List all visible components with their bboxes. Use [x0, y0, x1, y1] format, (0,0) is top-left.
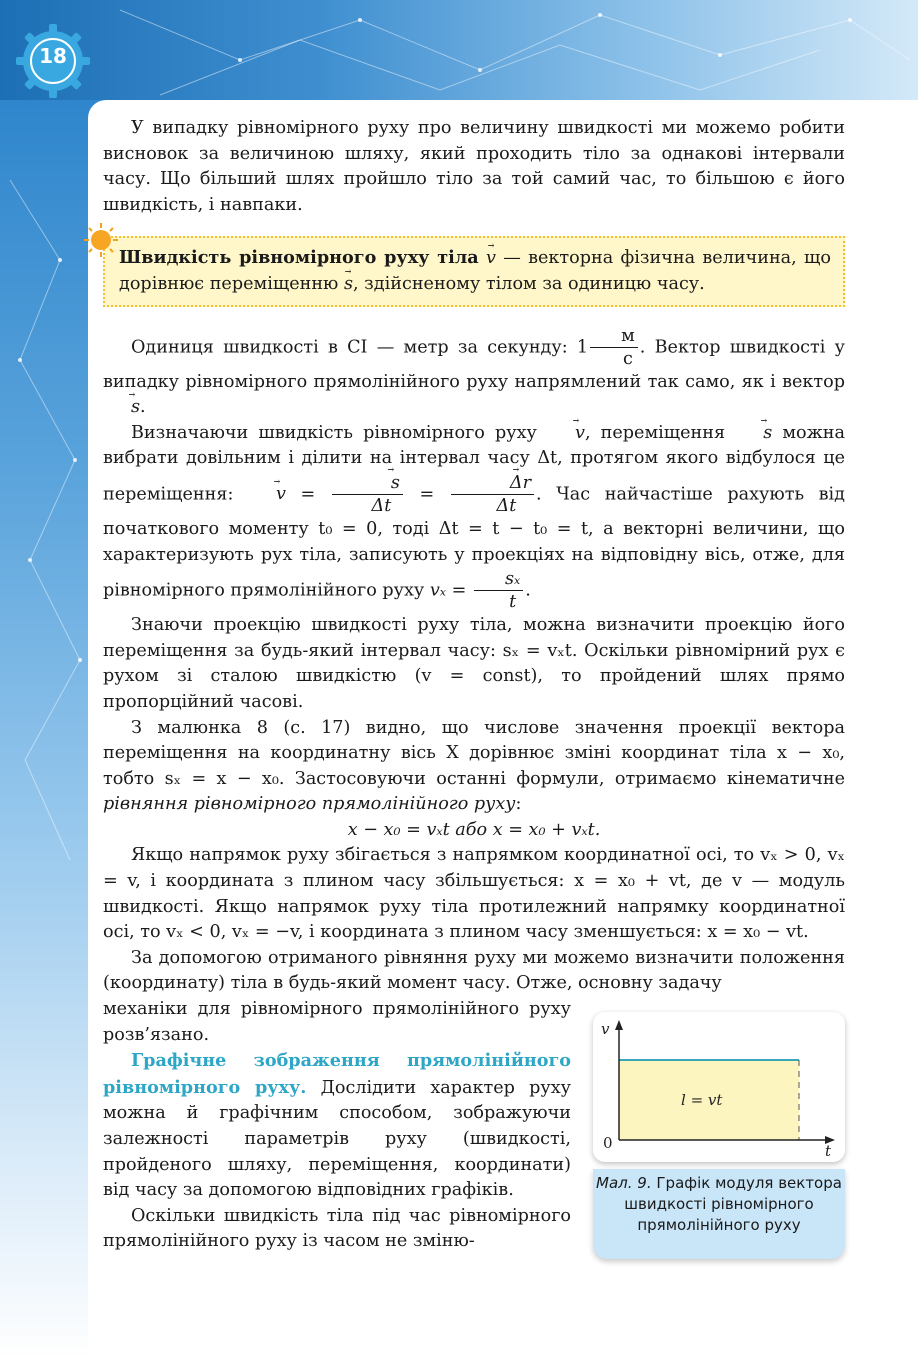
text-span: Дослідити характер руху можна й графічним способом, зображуючи залежності параметрів руху (швидкості, пройденого шляху, переміщення, координати) від часу за допомогою відповідних графіків. — [103, 1077, 571, 1201]
paragraph-direction: Якщо напрямок руху збігається з напрямком координатної осі, то vₓ > 0, vₓ = v, і координата з плином часу збільшується: x = x₀ + vt, де v — модуль швидкості. Якщо напрямок руху тіла протилежний напрямку координатної осі, то vₓ < 0, vₓ = −v, і координата з плином часу зменшується: x = x₀ − vt. — [103, 845, 845, 943]
fraction-denominator: Δt — [371, 495, 392, 516]
t-axis-label: t — [825, 1142, 832, 1160]
term-italic: рівняння рівномірного прямолінійного руху — [103, 794, 516, 815]
text-span: . Час найчастіше рахують від початкового моменту t₀ = 0, тоді Δt = t − t₀ = t, а векторні величини, що характеризують рух тіла, записують у проекціях на відповідну вісь, отже, для рівномірного прямолінійного руху — [103, 484, 845, 601]
text-span: . — [525, 580, 531, 601]
figure-caption-text: Графік модуля вектора швидкості рівномірного прямолінійного руху — [624, 1174, 842, 1234]
paragraph-problem-end: механіки для рівномірного прямолінійного руху розв’язано. — [103, 999, 571, 1045]
definition-term: Швидкість рівномірного руху тіла — [119, 247, 479, 269]
figure-caption — [593, 1169, 845, 1259]
vector-s: → s — [363, 472, 400, 494]
fraction-denominator: Δt — [496, 495, 517, 516]
text-span: = — [404, 484, 449, 505]
definition-text — [119, 245, 831, 297]
fraction-numerator — [332, 472, 403, 495]
paragraph-displacement: Знаючи проекцію швидкості руху тіла, можна визначити проекцію його переміщення за будь-який інтервал часу: sₓ = vₓt. Оскільки рівномірний рух є рухом зі сталою швидкістю (v = const), то пройдений шлях прямо пропорційний часові. — [103, 615, 845, 712]
paragraph-coordinates — [103, 716, 845, 818]
sun-icon — [83, 222, 119, 258]
vector-s: → s — [735, 421, 772, 447]
definition-text-part: , здійсненому тілом за одиницю часу. — [353, 273, 705, 294]
graph-svg — [593, 1012, 845, 1162]
figure-9 — [593, 1012, 845, 1260]
paragraph-intro: У випадку рівномірного руху про величину швидкості ми можемо робити висновок за величиною шляху, який проходить тіло за однакові інтервали часу. Що більший шлях пройшло тіло за той самий час, то більшою є його швидкість, і навпаки. — [103, 118, 845, 215]
paragraph-velocity-def — [103, 421, 845, 613]
fraction-numerator: sₓ — [474, 568, 523, 591]
text-span: . — [140, 397, 146, 418]
text-span: : — [515, 794, 522, 815]
fraction-r-dt — [451, 472, 534, 517]
v-axis-arrow — [615, 1020, 623, 1030]
left-column — [103, 997, 571, 1255]
vector-v: → v — [248, 482, 286, 508]
text-span: = — [285, 484, 330, 505]
v-axis-label: v — [601, 1020, 610, 1038]
text-span: , переміщення — [584, 422, 736, 443]
vector-v: → v — [547, 421, 585, 447]
text-span: . Вектор швидкості у випадку рівномірного прямолінійного руху напрямлений так само, як і вектор — [103, 337, 845, 392]
equation-main: x − x₀ = vₓt або x = x₀ + vₓt. — [347, 819, 601, 840]
fraction-numerator: м — [590, 325, 638, 348]
text-span: З малюнка 8 (с. 17) видно, що числове значення проекції вектора переміщення на координатну вісь X дорівнює зміні координат тіла x − x₀, тобто sₓ = x − x₀. Застосовуючи останні формули, отримаємо кінематичне — [103, 717, 845, 789]
fraction-s-dt — [332, 472, 403, 517]
velocity-graph — [593, 1012, 845, 1162]
formula-vx: vₓ = — [429, 580, 472, 601]
text-span: Визначаючи швидкість рівномірного руху — [131, 422, 547, 443]
unit-fraction — [590, 325, 638, 370]
definition-box — [103, 236, 845, 306]
page-number: 18 — [39, 44, 67, 68]
paragraph-final: Оскільки швидкість тіла під час рівномірного прямолінійного руху із часом не зміню- — [103, 1205, 571, 1252]
origin-label: 0 — [603, 1134, 613, 1152]
definition-text-part: — векторна фізична величина, що дорівнює переміщенню — [119, 248, 832, 294]
vector-v: → v — [486, 246, 496, 272]
fraction-denominator: с — [623, 348, 633, 369]
fraction-numerator — [451, 472, 534, 495]
fraction-denominator: t — [509, 592, 517, 613]
fraction-sx-t — [474, 568, 523, 613]
section-heading: Графічне зображення прямолінійного рівномірного руху. — [103, 1050, 571, 1098]
paragraph-problem: За допомогою отриманого рівняння руху ми можемо визначити положення (координату) тіла в будь-який момент часу. Отже, основну задачу — [103, 947, 845, 994]
vector-s: → s — [344, 272, 353, 298]
paragraph-units — [103, 325, 845, 421]
paragraph-graphical — [103, 1048, 571, 1204]
figure-label: Мал. 9. — [596, 1174, 652, 1192]
text-span: Одиниця швидкості в СІ — метр за секунду: 1 — [131, 337, 589, 358]
vector-r: → Δr — [482, 472, 531, 494]
area-label: l = vt — [681, 1091, 723, 1109]
text-span: можна вибрати довільним і ділити на інтервал часу Δt, протягом якого відбулося це переміщення: — [103, 422, 845, 505]
vector-s: → s — [103, 395, 140, 421]
